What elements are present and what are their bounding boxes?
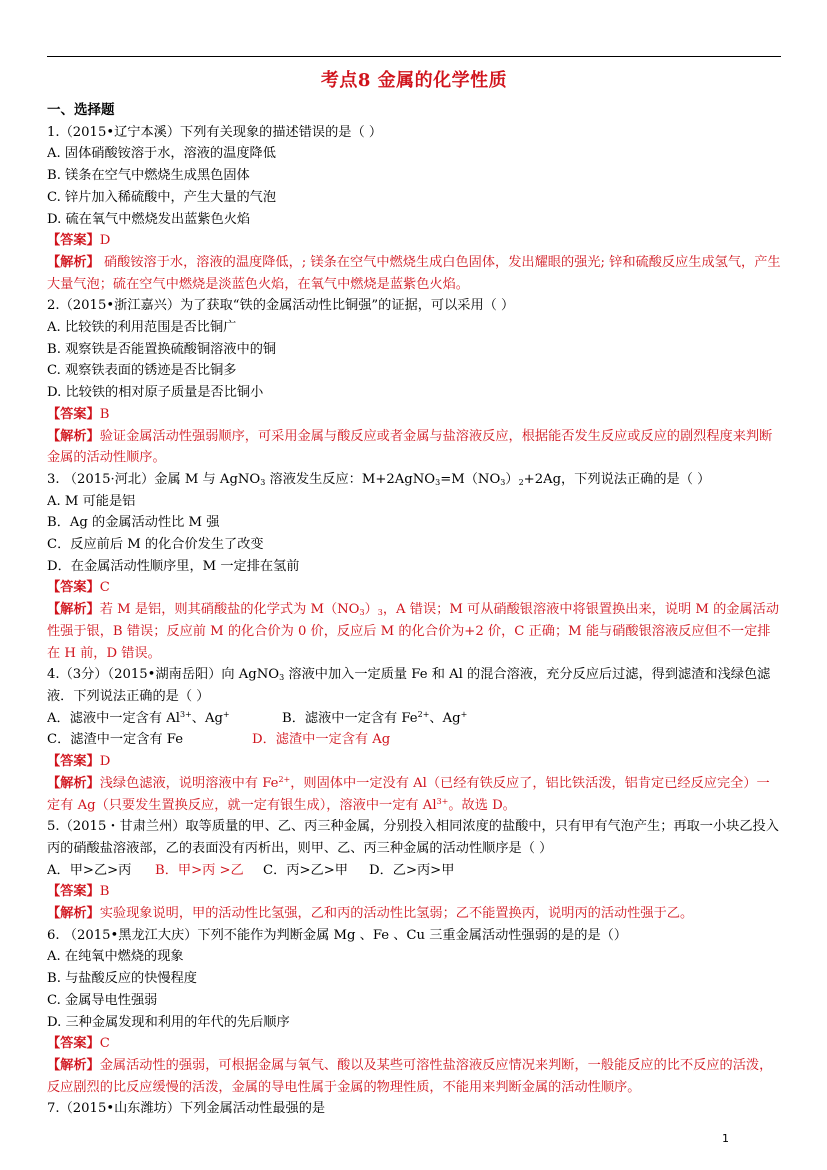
question-5-option-c: C．丙>乙>甲 (263, 862, 348, 878)
analysis-text: ） (364, 602, 378, 618)
subscript: 3 (279, 673, 285, 683)
subscript: 3 (260, 477, 266, 487)
question-1-analysis (47, 252, 781, 295)
answer-tag: 【答案】 (47, 580, 100, 596)
analysis-tag: 【解析】 (47, 906, 100, 922)
question-4-options-row-2 (47, 729, 781, 751)
stem-part: ） (505, 471, 519, 487)
question-4-option-d: D．滤渣中一定含有 Ag (252, 732, 391, 748)
option-text: B．滤液中一定含有 Fe (282, 710, 418, 726)
answer-tag: 【答案】 (47, 233, 100, 249)
question-1-stem: 1.（2015•辽宁本溪）下列有关现象的描述错误的是（ ） (47, 124, 383, 140)
subscript: 2 (518, 477, 524, 487)
question-1-option-a: A. 固体硝酸铵溶于水，溶液的温度降低 (47, 146, 276, 162)
question-4-option-c: C．滤渣中一定含有 Fe (47, 732, 184, 748)
question-2-option-c: C. 观察铁表面的锈迹是否比铜多 (47, 363, 237, 379)
question-7-stem: 7.（2015•山东潍坊）下列金属活动性最强的是 (47, 1101, 326, 1117)
option-text: 、Ag (429, 710, 461, 726)
analysis-text: ，则固体中一定没有 Al（已经有铁反应了，铝比铁活泼，铝肯定已经反应完全）一定有 Ag（只要发生置换反应，就一定有银生成），溶液中一定有 Al (47, 775, 770, 813)
answer-tag: 【答案】 (47, 1036, 100, 1052)
stem-part: +2Ag，下列说法正确的是（ ） (523, 471, 711, 487)
superscript: + (460, 709, 468, 719)
question-1-answer (47, 230, 781, 252)
question-2-option-b: B. 观察铁是否能置换硫酸铜溶液中的铜 (47, 341, 277, 357)
stem-part: 溶液发生反应：M+2AgNO (265, 471, 436, 487)
question-6-analysis (47, 1055, 781, 1098)
answer-value: B (99, 406, 110, 422)
question-4-stem (47, 664, 781, 707)
question-3-option-a: A. M 可能是铝 (47, 493, 136, 509)
stem-part: =M（NO (440, 471, 501, 487)
question-5-stem: 5.（2015・甘肃兰州）取等质量的甲、乙、丙三种金属，分别投入相同浓度的盐酸中，只有甲有气泡产生；再取一小块乙投入丙的硝酸盐溶液部，乙的表面没有丙析出，则甲、乙、丙三种金属的活动性顺序是（ ） (47, 819, 779, 856)
question-2-analysis (47, 426, 781, 469)
analysis-text: 金属活动性的强弱，可根据金属与氧气、酸以及某些可溶性盐溶液反应情况来判断，一般能反应的比不反应的活泼，反应剧烈的比反应缓慢的活泼，金属的导电性属于金属的物理性质，不能用来判断金属的活动性顺序。 (47, 1057, 773, 1095)
question-2-answer (47, 404, 781, 426)
question-3-answer (47, 577, 781, 599)
superscript: 2+ (417, 709, 430, 719)
section-heading: 一、选择题 (47, 102, 115, 118)
subscript: 3 (377, 608, 383, 618)
question-1-option-d: D. 硫在氧气中燃烧发出蓝紫色火焰 (47, 211, 251, 227)
question-5-options (47, 860, 781, 882)
question-3-stem (47, 469, 781, 491)
question-list (47, 100, 781, 1120)
analysis-text: 浅绿色滤液，说明溶液中有 Fe (99, 775, 279, 791)
answer-value: C (99, 580, 110, 596)
analysis-text: 验证金属活动性强弱顺序，可采用金属与酸反应或者金属与盐溶液反应，根据能否发生反应或反应的剧烈程度来判断金属的活动性顺序。 (47, 428, 773, 466)
analysis-tag: 【解析】 (47, 602, 100, 618)
question-6-option-a: A. 在纯氧中燃烧的现象 (47, 949, 184, 965)
stem-part: 4.（3分）（2015•湖南岳阳）向 AgNO (47, 667, 280, 683)
question-1-option-b: B. 镁条在空气中燃烧生成黑色固体 (47, 168, 250, 184)
question-5-option-b: B．甲>丙 >乙 (155, 862, 244, 878)
question-6-answer (47, 1033, 781, 1055)
subscript: 3 (435, 477, 441, 487)
page-number: 1 (722, 1132, 729, 1145)
answer-tag: 【答案】 (47, 406, 100, 422)
stem-part: 3. （2015·河北）金属 M 与 AgNO (47, 471, 261, 487)
answer-value: D (99, 233, 111, 249)
superscript: 3+ (179, 709, 192, 719)
stem-part: 溶液中加入一定质量 Fe 和 Al 的混合溶液，充分反应后过滤，得到滤渣和浅绿色滤液．下列说法正确的是（ ） (47, 667, 771, 704)
question-5-option-a: A．甲>乙>丙 (47, 862, 132, 878)
question-2-option-a: A. 比较铁的利用范围是否比铜广 (47, 320, 237, 336)
question-4-options-row-1 (47, 708, 781, 730)
question-4-option-b (282, 708, 467, 730)
option-text: A．滤液中一定含有 Al (47, 710, 180, 726)
analysis-text: ，A 错误；M 可从硝酸银溶液中将银置换出来，说明 M 的金属活动性强于银，B 错误；反应前 M 的化合价为 0 价，反应后 M 的化合价为+2 价，C 正确；M 能与硝酸银溶液反应但不一定排在 H 前，D 错误。 (47, 602, 780, 661)
analysis-tag: 【解析】 (47, 254, 100, 270)
question-3-option-d: D．在金属活动性顺序里，M 一定排在氢前 (47, 558, 300, 574)
analysis-tag: 【解析】 (47, 775, 100, 791)
question-3-option-c: C．反应前后 M 的化合价发生了改变 (47, 537, 264, 553)
superscript: 3+ (436, 796, 449, 806)
option-text: 、Ag (191, 710, 223, 726)
page-title: 考点8 金属的化学性质 (320, 70, 508, 91)
answer-value: B (99, 884, 110, 900)
question-6-option-d: D. 三种金属发现和利用的年代的先后顺序 (47, 1014, 290, 1030)
question-2-stem: 2.（2015•浙江嘉兴）为了获取“铁的金属活动性比铜强”的证据，可以采用（ ） (47, 298, 515, 314)
analysis-tag: 【解析】 (47, 1057, 100, 1073)
analysis-text: 若 M 是铝，则其硝酸盐的化学式为 M（NO (99, 602, 360, 618)
question-3-option-b: B．Ag 的金属活动性比 M 强 (47, 515, 220, 531)
answer-value: C (99, 1036, 110, 1052)
answer-tag: 【答案】 (47, 884, 100, 900)
question-5-answer (47, 881, 781, 903)
question-4-answer (47, 751, 781, 773)
subscript: 3 (500, 477, 506, 487)
superscript: 2+ (278, 774, 291, 784)
answer-value: D (99, 754, 111, 770)
analysis-tag: 【解析】 (47, 428, 100, 444)
answer-tag: 【答案】 (47, 754, 100, 770)
question-3-analysis (47, 599, 781, 664)
analysis-text: 硝酸铵溶于水，溶液的温度降低，; 镁条在空气中燃烧生成白色固体，发出耀眼的强光; 锌和硫酸反应生成氢气，产生大量气泡；硫在空气中燃烧是淡蓝色火焰，在氧气中燃烧是蓝紫色火焰。 (47, 254, 781, 292)
question-6-stem: 6. （2015•黑龙江大庆）下列不能作为判断金属 Mg 、Fe 、Cu 三重金属活动性强弱的是的是（） (47, 927, 628, 943)
question-6-option-c: C. 金属导电性强弱 (47, 992, 158, 1008)
question-2-option-d: D. 比较铁的相对原子质量是否比铜小 (47, 385, 264, 401)
question-5-analysis (47, 903, 781, 925)
question-1-option-c: C. 锌片加入稀硫酸中，产生大量的气泡 (47, 189, 277, 205)
question-4-option-a (47, 708, 282, 730)
question-5-option-d: D．乙>丙>甲 (369, 862, 455, 878)
superscript: + (222, 709, 230, 719)
analysis-text: 实验现象说明，甲的活动性比氢强，乙和丙的活动性比氢弱；乙不能置换丙，说明丙的活动性强于乙。 (99, 906, 694, 922)
question-4-analysis (47, 773, 781, 816)
header-rule (47, 56, 781, 57)
subscript: 3 (359, 608, 365, 618)
analysis-text: 。故选 D。 (448, 797, 516, 813)
question-6-option-b: B. 与盐酸反应的快慢程度 (47, 971, 197, 987)
